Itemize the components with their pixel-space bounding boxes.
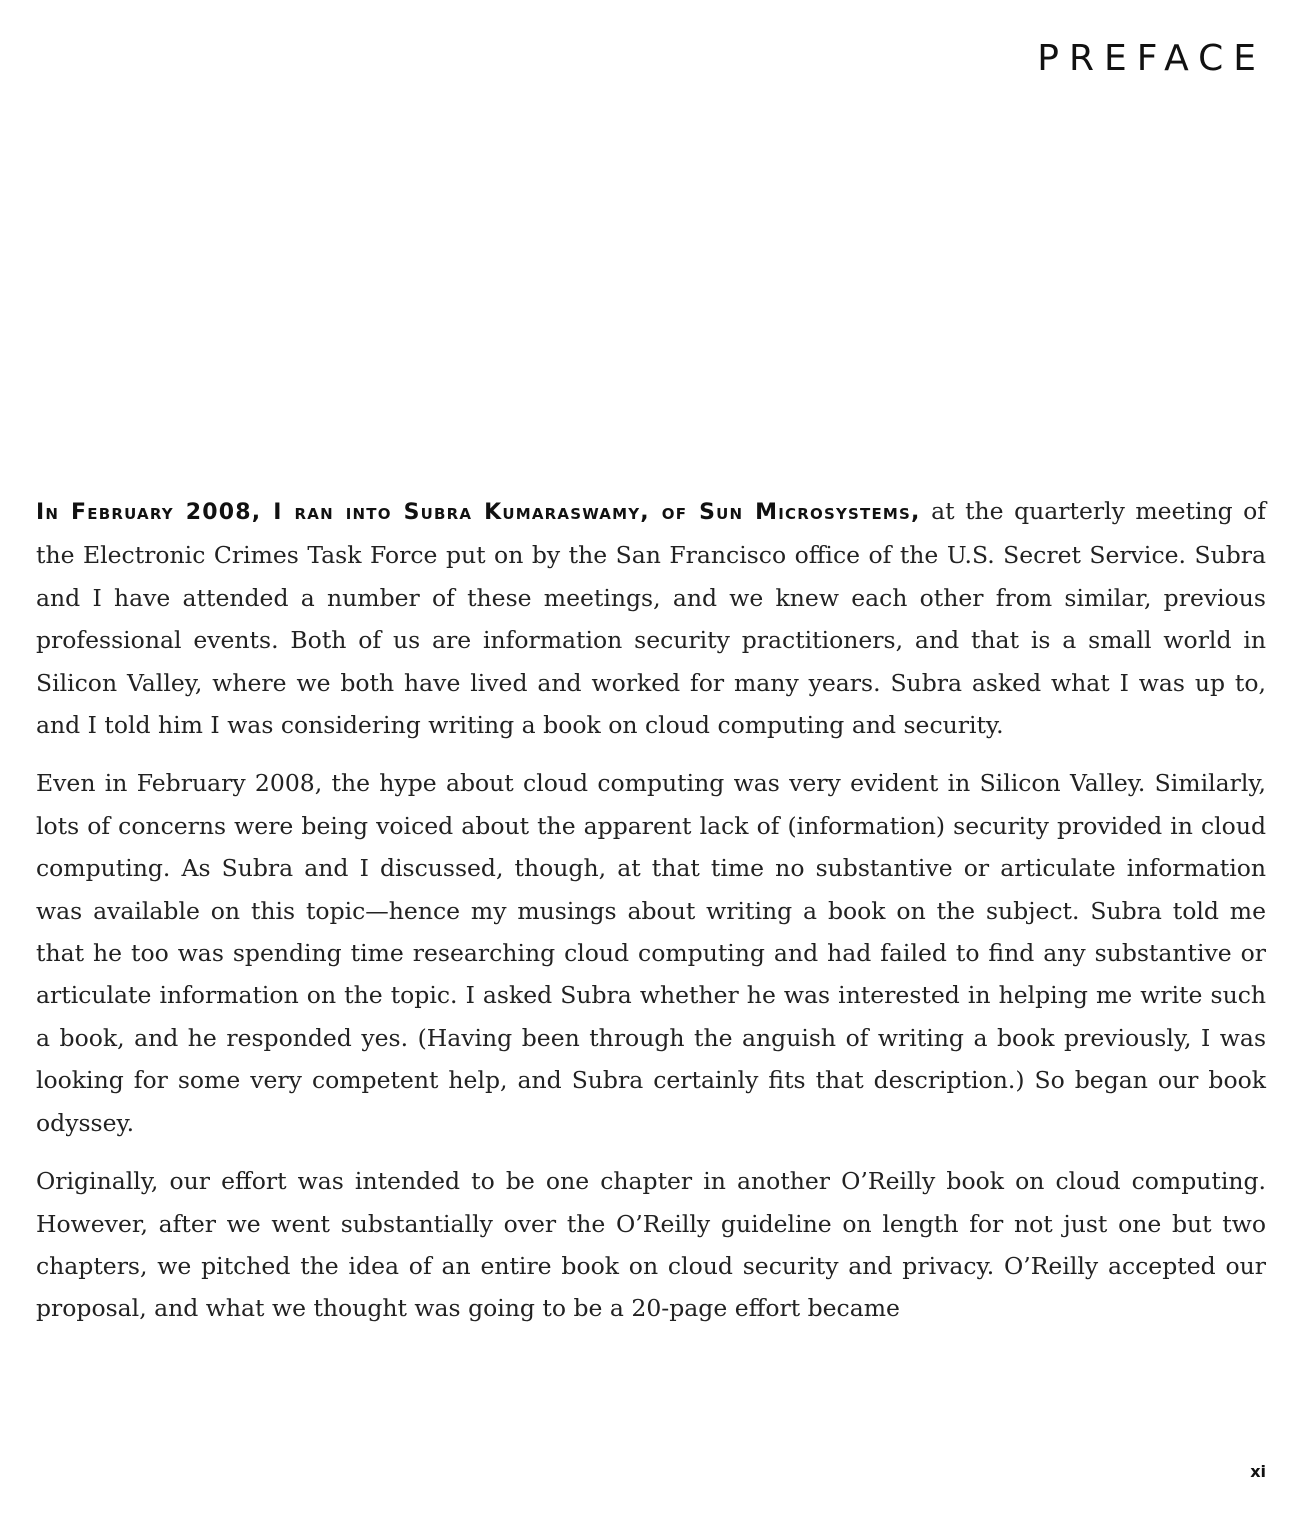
chapter-title: PREFACE xyxy=(1037,38,1266,79)
body-text xyxy=(36,490,1266,1346)
paragraph-2: Even in February 2008, the hype about cloud computing was very evident in Silicon Valley. Similarly, lots of concerns were being voiced about the apparent lack of (information) security provided in cloud computing. As Subra and I discussed, though, at that time no substantive or articulate information was available on this topic—hence my musings about writing a book on the subject. Subra told me that he too was spending time researching cloud computing and had failed to find any substantive or articulate information on the topic. I asked Subra whether he was interested in helping me write such a book, and he responded yes. (Having been through the anguish of writing a book previously, I was looking for some very competent help, and Subra certainly fits that description.) So began our book odyssey. xyxy=(36,769,1266,1137)
page-number: xi xyxy=(1250,1462,1266,1481)
paragraph-3: Originally, our effort was intended to be one chapter in another O’Reilly book on cloud computing. However, after we went substantially over the O’Reilly guideline on length for not just one but two chapters, we pitched the idea of an entire book on cloud security and privacy. O’Reilly accepted our proposal, and what we thought was going to be a 20-page effort became xyxy=(36,1167,1266,1323)
lead-in-text: In February 2008, I ran into Subra Kumaraswamy, of Sun Microsystems, xyxy=(36,500,921,525)
paragraph-1-text: at the quarterly meeting of the Electronic Crimes Task Force put on by the San Francisco office of the U.S. Secret Service. Subra and I have attended a number of these meetings, and we knew each other from similar, previous professional events. Both of us are information security practitioners, and that is a small world in Silicon Valley, where we both have lived and worked for many years. Subra asked what I was up to, and I told him I was considering writing a book on cloud computing and security. xyxy=(36,497,1266,740)
paragraph-1 xyxy=(36,490,1266,746)
